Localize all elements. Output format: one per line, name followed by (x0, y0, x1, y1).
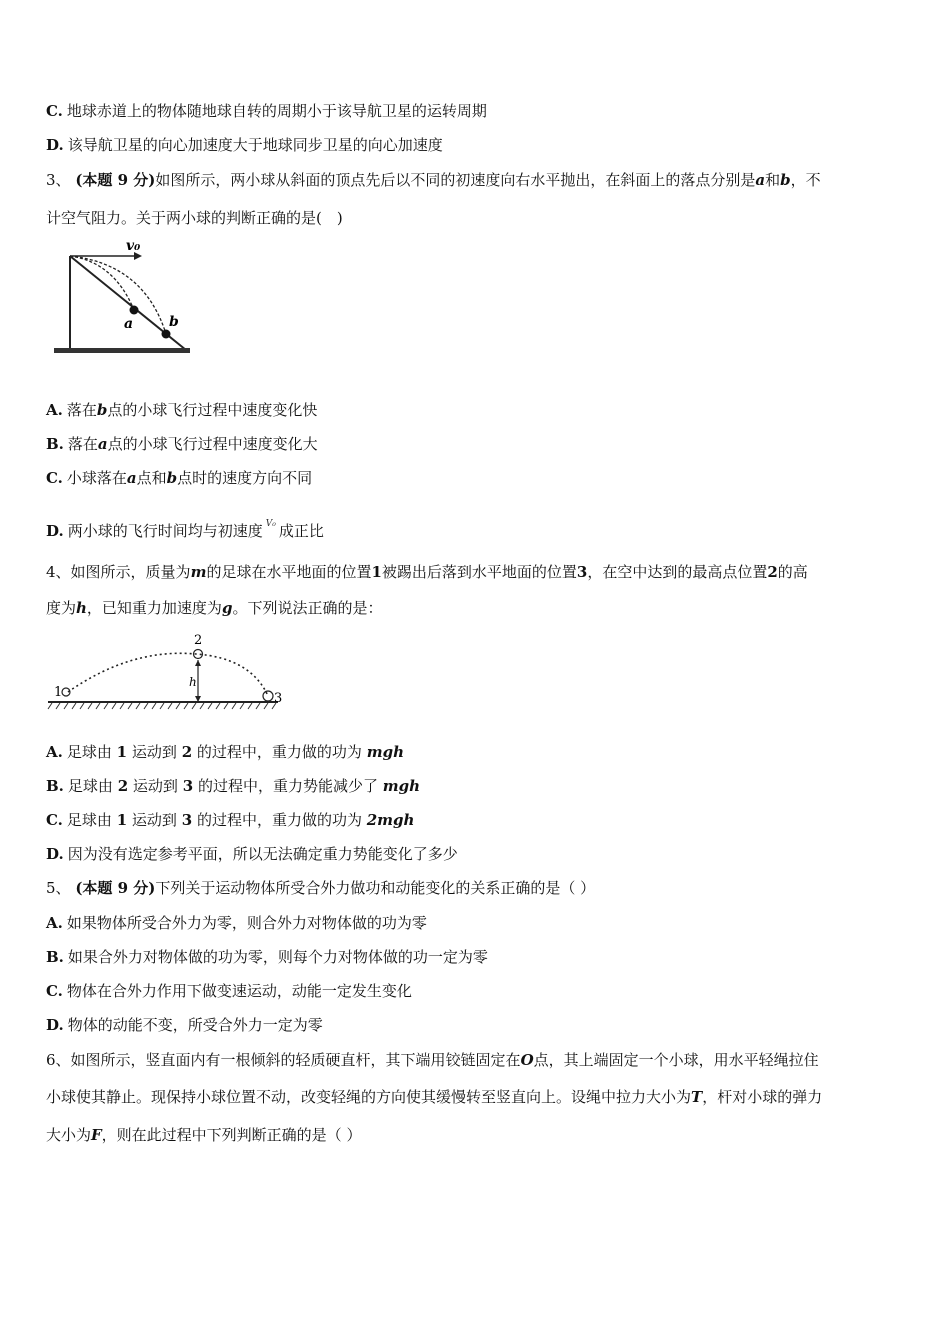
q4-option-c: C. 足球由 1 运动到 3 的过程中，重力做的功为 2mgh (46, 811, 415, 829)
q4-figure-football (46, 630, 286, 715)
ground-hatch (48, 703, 276, 709)
q4-option-b: B. 足球由 2 运动到 3 的过程中，重力势能减少了 mgh (46, 777, 420, 795)
q5-option-a: A. 如果物体所受合外力为零，则合外力对物体做的功为零 (46, 914, 427, 932)
label-b: b (169, 314, 179, 330)
q5-option-b: B. 如果合外力对物体做的功为零，则每个力对物体做的功一定为零 (46, 948, 488, 966)
q3-option-a: A. 落在b点的小球飞行过程中速度变化快 (46, 401, 318, 419)
label-pos2: 2 (194, 633, 203, 648)
ball-a (130, 306, 139, 315)
ground (54, 348, 190, 353)
q2-option-d: D. 该导航卫星的向心加速度大于地球同步卫星的向心加速度 (46, 136, 443, 154)
q4-option-d: D. 因为没有选定参考平面，所以无法确定重力势能变化了多少 (46, 845, 458, 863)
label-pos1: 1 (54, 685, 63, 700)
q6-stem-line2: 小球使其静止。现保持小球位置不动，改变轻绳的方向使其缓慢转至竖直向上。设绳中拉力大小为T，杆对小球的弹力 (46, 1088, 823, 1106)
ball-b (162, 330, 171, 339)
v0-label: v₀ (126, 238, 141, 254)
height-arrow-top (195, 660, 201, 666)
q2-option-c: C. 地球赤道上的物体随地球自转的周期小于该导航卫星的运转周期 (46, 102, 487, 120)
ball-pos3 (263, 691, 273, 701)
q4-option-a: A. 足球由 1 运动到 2 的过程中，重力做的功为 mgh (46, 743, 404, 761)
q6-stem-line3: 大小为F，则在此过程中下列判断正确的是（ ） (46, 1126, 362, 1144)
q4-stem-line1: 4、如图所示，质量为m的足球在水平地面的位置1被踢出后落到水平地面的位置3，在空中达到的最高点位置2的高 (46, 563, 808, 581)
football-trajectory (68, 653, 268, 696)
q3-figure-incline (52, 236, 197, 358)
label-a: a (124, 316, 134, 332)
label-pos3: 3 (274, 691, 283, 706)
q3-option-d: D. 两小球的飞行时间均与初速度 $^{V_0}$ 成正比 (46, 519, 324, 540)
q3-stem-line2: 计空气阻力。关于两小球的判断正确的是( ) (46, 209, 343, 227)
q3-option-c: C. 小球落在a点和b点时的速度方向不同 (46, 469, 313, 487)
q3-option-b: B. 落在a点的小球飞行过程中速度变化大 (46, 435, 318, 453)
q5-option-c: C. 物体在合外力作用下做变速运动，动能一定发生变化 (46, 982, 412, 1000)
q3-stem-line1: 3、 (本题 9 分)如图所示，两小球从斜面的顶点先后以不同的初速度向右水平抛出，在斜面上的落点分别是a和b，不 (46, 171, 821, 189)
q5-stem: 5、 (本题 9 分)下列关于运动物体所受合外力做功和动能变化的关系正确的是（ ） (46, 879, 596, 897)
q5-option-d: D. 物体的动能不变，所受合外力一定为零 (46, 1016, 323, 1034)
q6-stem-line1: 6、如图所示，竖直面内有一根倾斜的轻质硬直杆，其下端用铰链固定在O点，其上端固定一个小球，用水平轻绳拉住 (46, 1051, 819, 1069)
label-height: h (189, 675, 197, 689)
q4-stem-line2: 度为h，已知重力加速度为g。下列说法正确的是： (46, 599, 383, 617)
